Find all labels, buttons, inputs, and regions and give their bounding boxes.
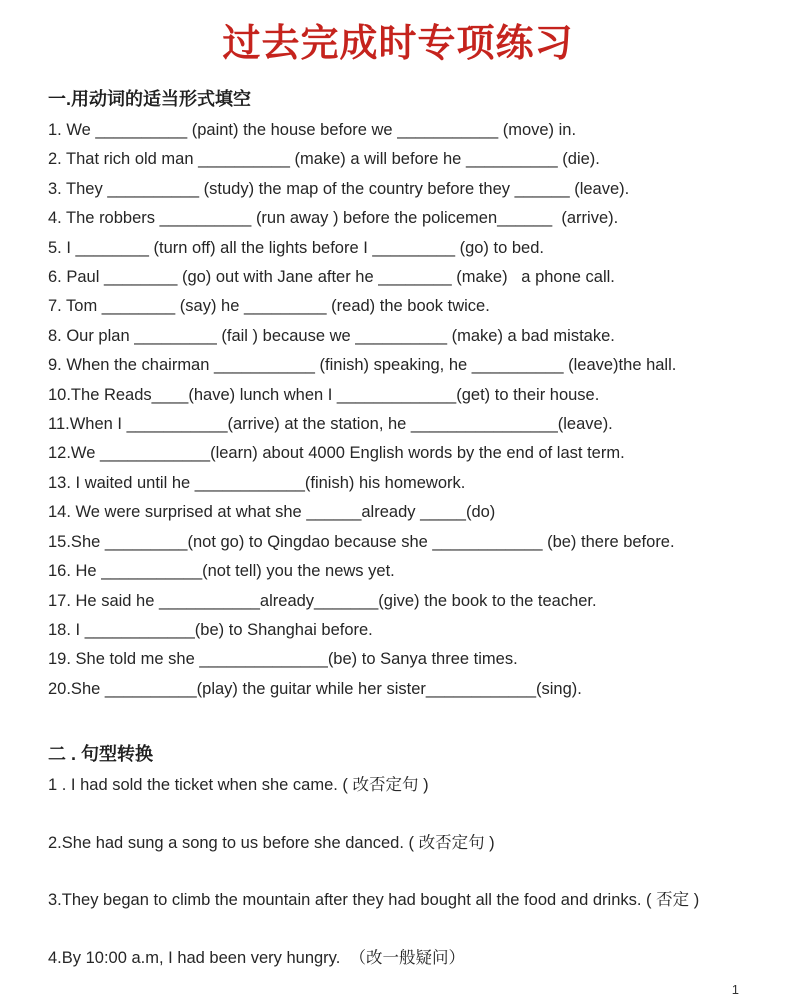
exercise-item-7: 7. Tom ________ (say) he _________ (read) the book twice.: [48, 297, 490, 316]
page-number: 1: [731, 982, 739, 997]
section2-heading: 二 . 句型转换: [48, 744, 154, 765]
transform-item-1: 1 . I had sold the ticket when she came. ( 改否定句 ): [48, 776, 429, 795]
exercise-item-18: 18. I ____________(be) to Shanghai before.: [48, 620, 373, 639]
exercise-item-2: 2. That rich old man __________ (make) a will before he __________ (die).: [48, 150, 600, 169]
exercise-item-12: 12.We ____________(learn) about 4000 English words by the end of last term.: [48, 444, 625, 463]
transform-item-4: 4.By 10:00 a.m, I had been very hungry. （改一般疑问）: [48, 948, 465, 967]
exercise-item-14: 14. We were surprised at what she ______already _____(do): [48, 503, 496, 522]
exercise-item-6: 6. Paul ________ (go) out with Jane after he ________ (make) a phone call.: [48, 268, 615, 287]
exercise-item-10: 10.The Reads____(have) lunch when I _____________(get) to their house.: [48, 385, 600, 404]
exercise-item-20: 20.She __________(play) the guitar while her sister____________(sing).: [48, 679, 582, 698]
exercise-item-9: 9. When the chairman ___________ (finish) speaking, he __________ (leave)the hall.: [48, 356, 677, 375]
exercise-item-13: 13. I waited until he ____________(finish) his homework.: [48, 473, 466, 492]
exercise-item-5: 5. I ________ (turn off) all the lights before I _________ (go) to bed.: [48, 238, 544, 257]
transform-item-2: 2.She had sung a song to us before she danced. ( 改否定句 ): [48, 833, 495, 852]
exercise-item-15: 15.She _________(not go) to Qingdao because she ____________ (be) there before.: [48, 532, 675, 551]
exercise-item-3: 3. They __________ (study) the map of the country before they ______ (leave).: [48, 179, 630, 198]
exercise-item-1: 1. We __________ (paint) the house before we ___________ (move) in.: [48, 121, 577, 139]
section2-list: [48, 771, 748, 973]
exercise-item-8: 8. Our plan _________ (fail ) because we __________ (make) a bad mistake.: [48, 326, 615, 345]
section1-list: [48, 116, 748, 704]
worksheet-content: [0, 23, 792, 973]
exercise-item-11: 11.When I ___________(arrive) at the station, he ________________(leave).: [48, 415, 613, 434]
section1-heading: 一.用动词的适当形式填空: [48, 89, 251, 109]
exercise-item-16: 16. He ___________(not tell) you the news yet.: [48, 562, 395, 581]
exercise-item-4: 4. The robbers __________ (run away ) before the policemen______ (arrive).: [48, 209, 619, 228]
transform-item-3: 3.They began to climb the mountain after they had bought all the food and drinks. ( 否定 ): [48, 891, 700, 910]
exercise-item-19: 19. She told me she ______________(be) to Sanya three times.: [48, 650, 518, 669]
page-title: 过去完成时专项练习: [222, 23, 574, 65]
exercise-item-17: 17. He said he ___________already_______(give) the book to the teacher.: [48, 591, 597, 610]
